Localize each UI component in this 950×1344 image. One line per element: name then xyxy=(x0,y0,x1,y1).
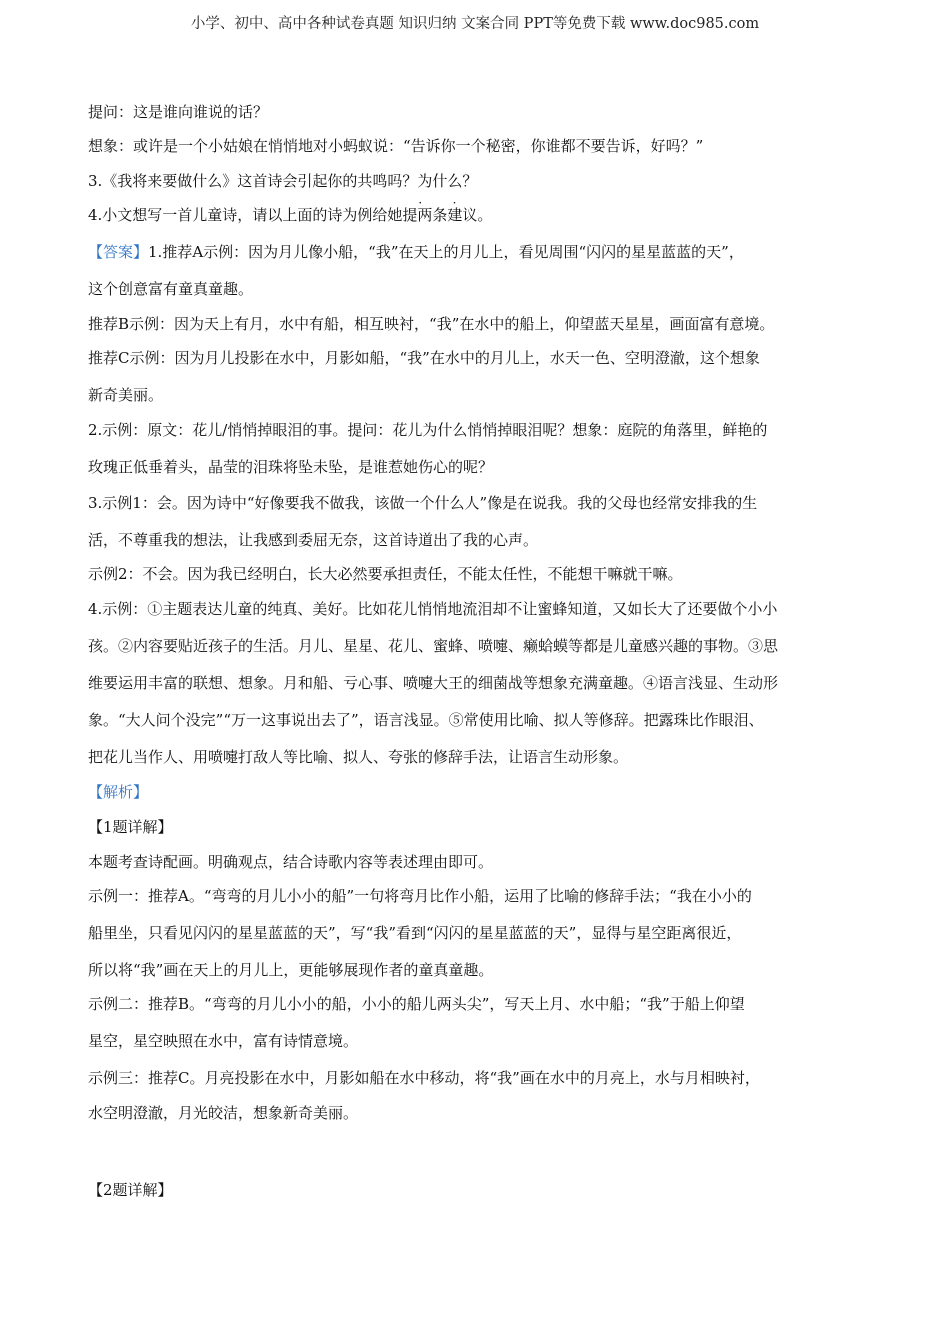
emphasis-two: 两条 xyxy=(417,206,448,224)
paragraph-line: 所以将“我”画在天上的月儿上，更能够展现作者的童真童趣。 xyxy=(88,961,494,979)
paragraph-line: 船里坐，只看见闪闪的星星蓝蓝的天”，写“我”看到“闪闪的星星蓝蓝的天”，显得与星空距离很近， xyxy=(88,924,742,942)
paragraph-line: 4.示例：①主题表达儿童的纯真、美好。比如花儿悄悄地流泪却不让蜜蜂知道，又如长大了还要做个小小 xyxy=(88,600,778,618)
paragraph-line: 维要运用丰富的联想、想象。月和船、亏心事、喷嚏大王的细菌战等想象充满童趣。④语言浅显、生动形 xyxy=(88,674,779,692)
paragraph-line: 想象：或许是一个小姑娘在悄悄地对小蚂蚁说：“告诉你一个秘密，你谁都不要告诉，好吗？” xyxy=(88,137,704,155)
question-4-text: 4.小文想写一首儿童诗，请以上面的诗为例给她提 xyxy=(88,206,418,224)
answer-line xyxy=(88,242,744,262)
paragraph-line: 推荐C示例：因为月儿投影在水中，月影如船，“我”在水中的月儿上，水天一色、空明澄澈，这个想象 xyxy=(88,349,760,367)
paragraph-line: 3.示例1：会。因为诗中“好像要我不做我，该做一个什么人”像是在说我。我的父母也经常安排我的生 xyxy=(88,494,758,512)
paragraph-line: 新奇美丽。 xyxy=(88,386,164,404)
section-heading: 【1题详解】 xyxy=(88,818,173,836)
page-header: 小学、初中、高中各种试卷真题 知识归纳 文案合同 PPT等免费下载 www.doc985.com xyxy=(190,16,760,32)
answer-text: 1.推荐A示例：因为月儿像小船，“我”在天上的月儿上，看见周围“闪闪的星星蓝蓝的天”， xyxy=(148,243,744,261)
paragraph-line: 示例二：推荐B。“弯弯的月儿小小的船，小小的船儿两头尖”，写天上月、水中船；“我”于船上仰望 xyxy=(88,995,745,1013)
paragraph-line: 3.《我将来要做什么》这首诗会引起你的共鸣吗？为什么？ xyxy=(88,172,478,190)
analysis-tag: 【解析】 xyxy=(88,783,149,801)
paragraph-line: 提问：这是谁向谁说的话？ xyxy=(88,103,269,121)
question-4-tail: 建议。 xyxy=(447,206,493,224)
paragraph-line: 示例三：推荐C。月亮投影在水中，月影如船在水中移动，将“我”画在水中的月亮上，水与月相映衬， xyxy=(88,1069,760,1087)
paragraph-line: 星空，星空映照在水中，富有诗情意境。 xyxy=(88,1032,359,1050)
question-4 xyxy=(88,205,492,225)
paragraph-line: 水空明澄澈，月光皎洁，想象新奇美丽。 xyxy=(88,1104,359,1122)
paragraph-line: 推荐B示例：因为天上有月，水中有船，相互映衬，“我”在水中的船上，仰望蓝天星星，画面富有意境。 xyxy=(88,315,775,333)
paragraph-line: 孩。②内容要贴近孩子的生活。月儿、星星、花儿、蜜蜂、喷嚏、癞蛤蟆等都是儿童感兴趣的事物。③思 xyxy=(88,637,779,655)
paragraph-line: 示例2：不会。因为我已经明白，长大必然要承担责任，不能太任性，不能想干嘛就干嘛。 xyxy=(88,565,683,583)
answer-tag: 【答案】 xyxy=(88,243,149,261)
paragraph-line: 玫瑰正低垂着头，晶莹的泪珠将坠未坠，是谁惹她伤心的呢？ xyxy=(88,458,494,476)
paragraph-line: 活，不尊重我的想法，让我感到委屈无奈，这首诗道出了我的心声。 xyxy=(88,531,539,549)
paragraph-line: 示例一：推荐A。“弯弯的月儿小小的船”一句将弯月比作小船，运用了比喻的修辞手法；“我在小小的 xyxy=(88,887,752,905)
paragraph-line: 这个创意富有童真童趣。 xyxy=(88,280,254,298)
paragraph-line: 把花儿当作人、用喷嚏打敌人等比喻、拟人、夸张的修辞手法，让语言生动形象。 xyxy=(88,748,629,766)
section-heading: 【2题详解】 xyxy=(88,1181,173,1199)
paragraph-line: 象。“大人问个没完”“万一这事说出去了”，语言浅显。⑤常使用比喻、拟人等修辞。把露珠比作眼泪、 xyxy=(88,711,764,729)
paragraph-line: 2.示例：原文：花儿/悄悄掉眼泪的事。提问：花儿为什么悄悄掉眼泪呢？想象：庭院的角落里，鲜艳的 xyxy=(88,421,768,439)
paragraph-line: 本题考查诗配画。明确观点，结合诗歌内容等表述理由即可。 xyxy=(88,853,494,871)
